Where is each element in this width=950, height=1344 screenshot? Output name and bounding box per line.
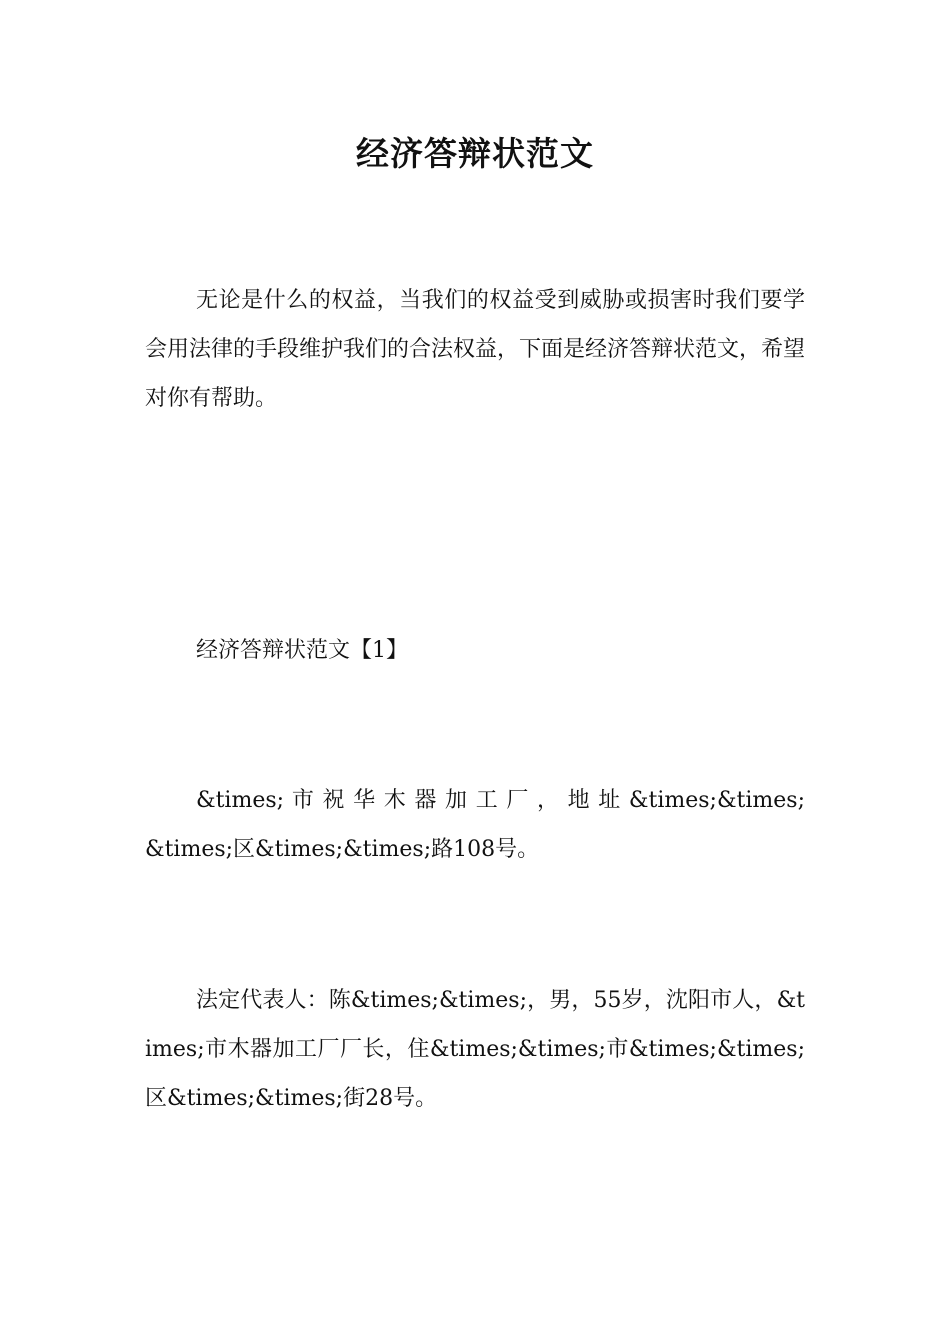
page-title: 经济答辩状范文: [356, 134, 594, 173]
section-heading: 经济答辩状范文【1】: [196, 638, 408, 663]
respondent-paragraph: &times; 市 祝 华 木 器 加 工 厂 ， 地 址 &times;&times;&times;区&times;&times;路108号。: [145, 788, 805, 862]
legal-representative-paragraph: 法定代表人：陈&times;&times;，男，55岁，沈阳市人，&times;市木器加工厂厂长，住&times;&times;市&times;&times;区&times;&times;街28号。: [145, 988, 805, 1111]
intro-paragraph: 无论是什么的权益，当我们的权益受到威胁或损害时我们要学会用法律的手段维护我们的合法权益，下面是经济答辩状范文，希望对你有帮助。: [145, 288, 806, 411]
